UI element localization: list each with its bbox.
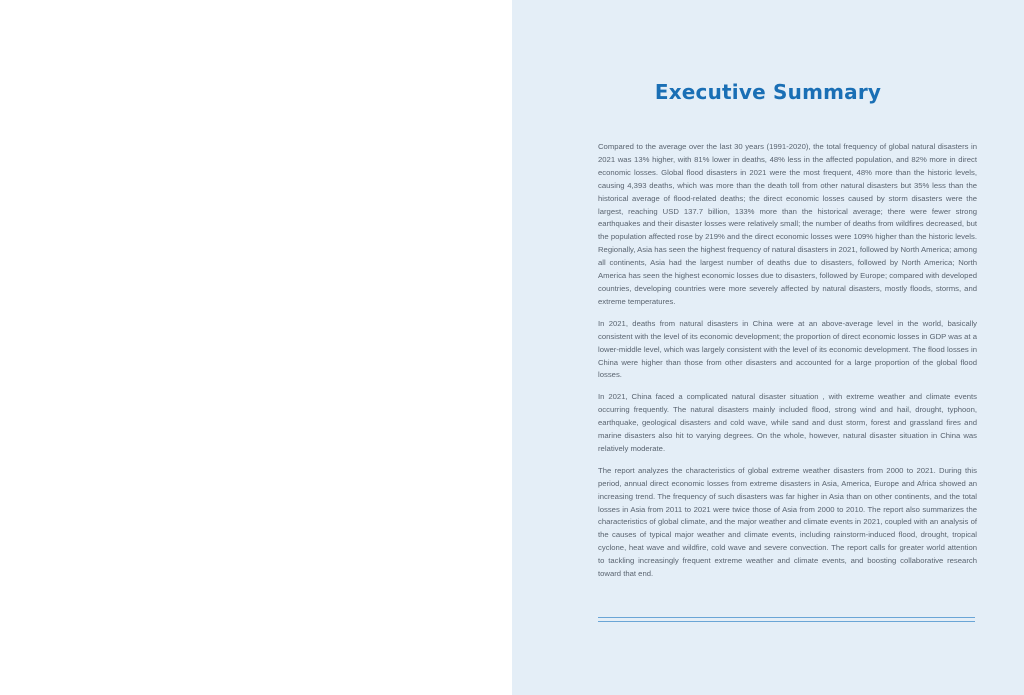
page-title: Executive Summary bbox=[654, 80, 882, 104]
paragraph-report-analysis: The report analyzes the characteristics of global extreme weather disasters from 2000 to 2021. During this period, annual direct economic losses from extreme disasters in Asia, America, Europe and Africa showed an increasing trend. The frequency of such disasters was far higher in Asia than on other continents, and the total losses in Asia from 2011 to 2021 were twice those of Asia from 2000 to 2010. The report also summarizes the characteristics of global climate, and the major weather and climate events in 2021, coupled with an analysis of the causes of typical major weather and climate events, including rainstorm-induced flood, drought, tropical cyclone, heat wave and wildfire, cold wave and severe convection. The report calls for greater world attention to tackling increasingly frequent extreme weather and climate events, and boosting collaborative research toward that end. bbox=[598, 465, 977, 579]
summary-body bbox=[598, 141, 977, 590]
bottom-divider-line-bottom bbox=[598, 621, 975, 622]
bottom-divider-line-top bbox=[598, 617, 975, 618]
paragraph-china-situation: In 2021, China faced a complicated natural disaster situation , with extreme weather and climate events occurring frequently. The natural disasters mainly included flood, strong wind and hail, drought, typhoon, earthquake, geological disasters and cold wave, while sand and dust storm, forest and grassland fires and marine disasters also hit to varying degrees. On the whole, however, natural disaster situation in China was relatively moderate. bbox=[598, 392, 977, 453]
paragraph-global-disasters: Compared to the average over the last 30 years (1991-2020), the total frequency of global natural disasters in 2021 was 13% higher, with 81% lower in deaths, 48% less in the affected population, and 82% more in direct economic losses. Global flood disasters in 2021 were the most frequent, 48% more than the historic levels, causing 4,393 deaths, which was more than the death toll from other natural disasters but 35% less than the historical average of flood-related deaths; the direct economic losses caused by storm disasters were the largest, reaching USD 137.7 billion, 133% more than the historical average; there were fewer strong earthquakes and their disaster losses were relatively small; the number of deaths from wildfires decreased, but the population affected rose by 219% and the direct economic losses were 109% higher than the historic levels. Regionally, Asia has seen the highest frequency of natural disasters in 2021, followed by North America; among all continents, Asia had the largest number of deaths due to disasters, followed by North America; North America has seen the highest economic losses due to disasters, followed by Europe; compared with developed countries, developing countries were more severely affected by natural disasters, mostly floods, storms, and extreme temperatures. bbox=[598, 142, 977, 306]
paragraph-china-losses: In 2021, deaths from natural disasters in China were at an above-average level in the world, basically consistent with the level of its economic development; the proportion of direct economic losses in GDP was at a lower-middle level, which was largely consistent with the level of its economic development. The flood losses in China were higher than those from other disasters and accounted for a large proportion of the global flood losses. bbox=[598, 318, 977, 380]
summary-page bbox=[512, 0, 1024, 695]
